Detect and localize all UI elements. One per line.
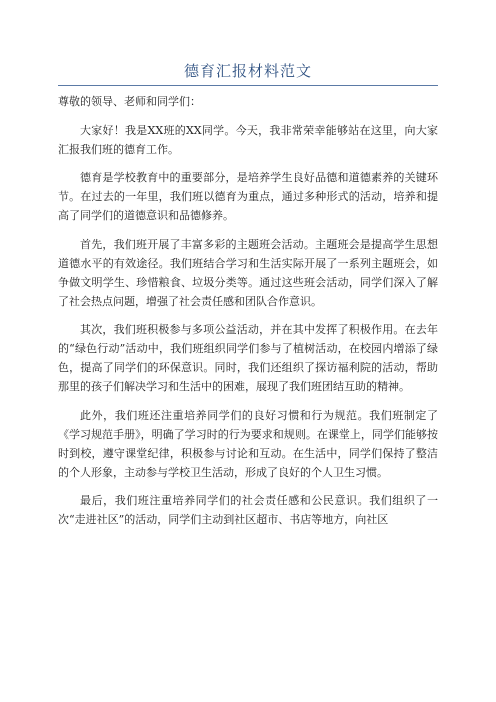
salutation: 尊敬的领导、老师和同学们： — [58, 95, 201, 108]
paragraph-public-welfare: 其次，我们班积极参与多项公益活动，并在其中发挥了积极作用。在去年的“绿色行动”活动中，我们班组织同学们参与了植树活动，在校园内增添了绿色，提高了同学们的环保意识。同时，我们还组织了探访福利院的活动，帮助那里的孩子们解决学习和生活中的困难，展现了我们班团结互助的精神。 — [58, 323, 438, 393]
document-title: 德育汇报材料范文 — [183, 62, 312, 80]
paragraph-social-responsibility: 最后，我们班注重培养同学们的社会责任感和公民意识。我们组织了一次“走进社区”的活动，同学们主动到社区超市、书店等地方，向社区 — [58, 494, 438, 526]
paragraph-class-meetings: 首先，我们班开展了丰富多彩的主题班会活动。主题班会是提高学生思想道德水平的有效途径。我们班结合学习和生活实际开展了一系列主题班会，如争做文明学生、珍惜粮食、垃圾分类等。通过这些班会活动，同学们深入了解了社会热点问题，增强了社会责任感和团队合作意识。 — [58, 237, 438, 308]
document-body — [58, 92, 438, 539]
paragraph-introduction: 德育是学校教育中的重要部分，是培养学生良好品德和道德素养的关键环节。在过去的一年里，我们班以德育为重点，通过多种形式的活动，培养和提高了同学们的道德意识和品德修养。 — [58, 171, 438, 222]
paragraph-greeting: 大家好！我是XX班的XX同学。今天，我非常荣幸能够站在这里，向大家汇报我们班的德育工作。 — [58, 123, 438, 156]
title-underline — [58, 85, 438, 86]
paragraph-habits: 此外，我们班还注重培养同学们的良好习惯和行为规范。我们班制定了《学习规范手册》，明确了学习时的行为要求和规则。在课堂上，同学们能够按时到校，遵守课堂纪律，积极参与讨论和互动。在生活中，同学们保持了整洁的个人形象，主动参与学校卫生活动，形成了良好的个人卫生习惯。 — [58, 408, 438, 479]
